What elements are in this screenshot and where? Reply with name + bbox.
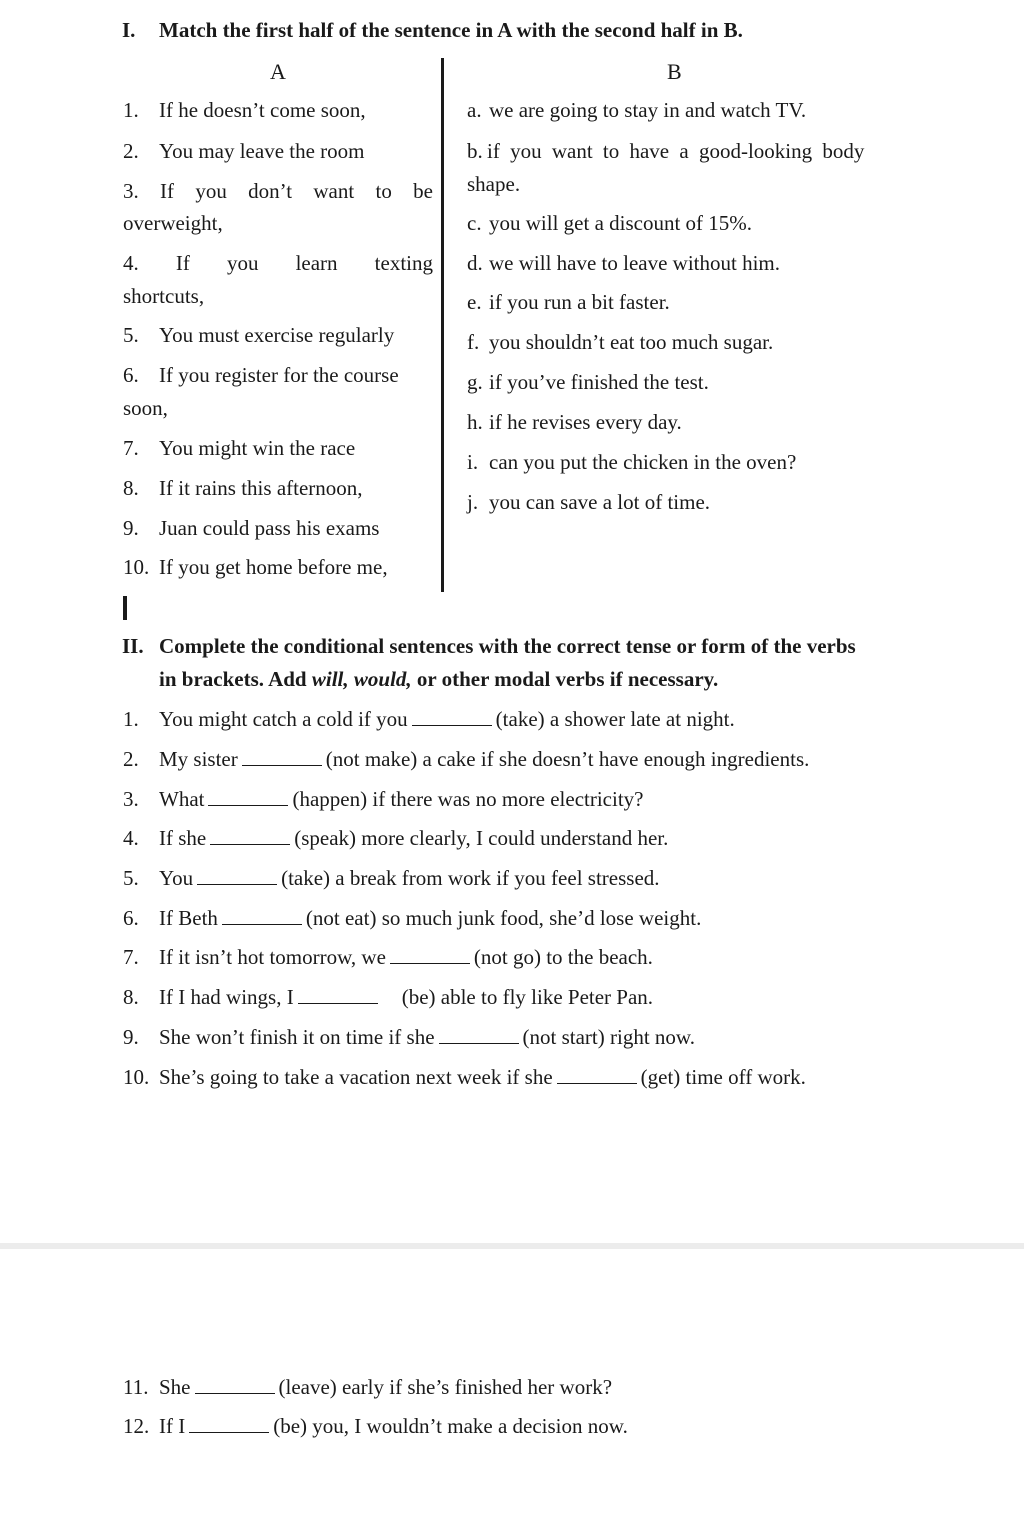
item-number: 5. [123, 323, 139, 347]
item-text: She [159, 1375, 191, 1399]
list-item [467, 490, 711, 515]
item-text: if you want to have a good-looking body [487, 139, 865, 163]
item-number: 11. [123, 1375, 149, 1399]
item-letter: e. [467, 290, 482, 314]
list-item [467, 139, 865, 164]
list-item [123, 363, 399, 388]
answer-blank[interactable] [439, 1025, 519, 1044]
section-2-heading [122, 634, 856, 659]
item-number: 10. [123, 555, 150, 579]
item-text: If you get home before me, [159, 555, 388, 579]
item-number: 9. [123, 1025, 139, 1049]
item-text: you shouldn’t eat too much sugar. [489, 330, 774, 354]
item-number: 4. [123, 826, 139, 850]
item-text: You must exercise regularly [159, 323, 395, 347]
item-text-continued: overweight, [123, 211, 223, 235]
item-text: (take) a break from work if you feel stressed. [281, 866, 660, 890]
item-text: If it isn’t hot tomorrow, we [159, 945, 386, 969]
item-text: If I had wings, I [159, 985, 294, 1009]
item-text: (get) time off work. [640, 1065, 806, 1089]
list-item [123, 323, 395, 348]
item-text: If you register for the course [159, 363, 399, 387]
item-text: if you’ve finished the test. [489, 370, 709, 394]
list-item [467, 370, 709, 395]
title-text: or other modal verbs if necessary. [411, 667, 719, 691]
item-text: we will have to leave without him. [489, 251, 781, 275]
item-number: 3. [123, 787, 139, 811]
page-break-divider [0, 1243, 1024, 1249]
exercise-item [123, 866, 660, 891]
exercise-item [123, 945, 653, 970]
exercise-item [123, 747, 810, 772]
item-text: What [159, 787, 205, 811]
section-2-roman: II. [122, 634, 144, 658]
answer-blank[interactable] [195, 1375, 275, 1394]
list-item [123, 139, 365, 164]
item-text: (be) you, I wouldn’t make a decision now. [273, 1414, 628, 1438]
item-word: texting [374, 251, 433, 275]
item-text: (take) a shower late at night. [495, 707, 735, 731]
item-letter: j. [467, 490, 479, 514]
exercise-item [123, 1375, 613, 1400]
list-item [123, 179, 433, 204]
item-word: If [160, 179, 175, 203]
list-item [467, 450, 797, 475]
list-item [123, 436, 356, 461]
list-item [467, 290, 670, 315]
answer-blank[interactable] [189, 1414, 269, 1433]
item-number: 1. [123, 98, 139, 122]
section-1-heading [122, 18, 743, 43]
item-text: (speak) more clearly, I could understand her. [294, 826, 669, 850]
item-word: be [413, 179, 433, 203]
list-item [123, 98, 366, 123]
item-number: 12. [123, 1414, 150, 1438]
answer-blank[interactable] [390, 945, 470, 964]
list-item [467, 330, 774, 355]
item-text: (happen) if there was no more electricity? [292, 787, 644, 811]
item-text: (not go) to the beach. [473, 945, 653, 969]
list-item [467, 410, 682, 435]
exercise-item [123, 1065, 806, 1090]
item-text: If I [159, 1414, 186, 1438]
item-text: if you run a bit faster. [489, 290, 670, 314]
item-text: If he doesn’t come soon, [159, 98, 366, 122]
item-letter: h. [467, 410, 483, 434]
item-text: (leave) early if she’s finished her work? [278, 1375, 613, 1399]
item-text: (not make) a cake if she doesn’t have enough ingredients. [325, 747, 810, 771]
item-number: 3. [123, 179, 139, 203]
item-text: If Beth [159, 906, 218, 930]
item-text-continued: shortcuts, [123, 284, 205, 308]
list-item [123, 476, 363, 501]
answer-blank[interactable] [298, 985, 378, 1004]
item-letter: i. [467, 450, 479, 474]
item-text: (not start) right now. [522, 1025, 695, 1049]
item-text: (not eat) so much junk food, she’d lose weight. [305, 906, 702, 930]
exercise-item [123, 1414, 628, 1439]
list-item [467, 251, 781, 276]
answer-blank[interactable] [412, 707, 492, 726]
item-number: 8. [123, 476, 139, 500]
exercise-item [123, 787, 644, 812]
answer-blank[interactable] [208, 787, 288, 806]
item-letter: c. [467, 211, 482, 235]
item-text: we are going to stay in and watch TV. [489, 98, 807, 122]
item-text: can you put the chicken in the oven? [489, 450, 797, 474]
item-text: if he revises every day. [489, 410, 682, 434]
item-word: want [313, 179, 355, 203]
item-number: 8. [123, 985, 139, 1009]
answer-blank[interactable] [242, 747, 322, 766]
section-2-title-line1: Complete the conditional sentences with the correct tense or form of the verbs [159, 634, 856, 658]
title-italic: will, would, [311, 667, 412, 691]
title-text: in brackets. Add [159, 667, 312, 691]
item-text-continued: soon, [123, 396, 168, 420]
item-number: 7. [123, 436, 139, 460]
item-text: you can save a lot of time. [489, 490, 711, 514]
item-word: learn [295, 251, 338, 275]
item-text: She’s going to take a vacation next week if she [159, 1065, 553, 1089]
list-item [467, 211, 753, 236]
item-number: 5. [123, 866, 139, 890]
text-cursor [123, 596, 127, 620]
item-number: 2. [123, 747, 139, 771]
item-text: You [159, 866, 194, 890]
item-number: 6. [123, 363, 139, 387]
item-word: you [195, 179, 227, 203]
list-item [123, 555, 388, 580]
exercise-item [123, 1025, 695, 1050]
item-letter: d. [467, 251, 483, 275]
list-item [123, 516, 380, 541]
list-item [123, 251, 433, 276]
item-number: 6. [123, 906, 139, 930]
item-text-continued: shape. [467, 172, 521, 196]
item-text: Juan could pass his exams [159, 516, 380, 540]
item-number: 4. [123, 251, 139, 275]
exercise-item [123, 707, 735, 732]
exercise-item [123, 906, 702, 931]
item-text: If it rains this afternoon, [159, 476, 363, 500]
item-text: (be) able to fly like Peter Pan. [401, 985, 654, 1009]
item-text: You might win the race [159, 436, 356, 460]
item-word: to [375, 179, 392, 203]
item-text: My sister [159, 747, 238, 771]
item-number: 7. [123, 945, 139, 969]
item-text: If she [159, 826, 207, 850]
exercise-item [123, 826, 669, 851]
answer-blank[interactable] [210, 826, 290, 845]
item-number: 10. [123, 1065, 150, 1089]
exercise-item [123, 985, 654, 1010]
item-letter: f. [467, 330, 480, 354]
item-number: 1. [123, 707, 139, 731]
column-b-heading: B [667, 59, 682, 84]
answer-blank[interactable] [197, 866, 277, 885]
item-word: If [175, 251, 190, 275]
item-text: She won’t finish it on time if she [159, 1025, 435, 1049]
item-word: you [226, 251, 259, 275]
item-text: You may leave the room [159, 139, 365, 163]
section-1-title: Match the first half of the sentence in A with the second half in B. [159, 18, 743, 42]
answer-blank[interactable] [557, 1065, 637, 1084]
item-text: you will get a discount of 15%. [489, 211, 753, 235]
column-a-heading: A [270, 59, 286, 84]
column-divider [441, 58, 444, 592]
item-letter: a. [467, 98, 482, 122]
list-item [467, 98, 807, 123]
item-letter: b. [467, 139, 483, 163]
item-number: 2. [123, 139, 139, 163]
section-1-roman: I. [122, 18, 136, 42]
section-2-title-line2 [159, 667, 718, 692]
answer-blank[interactable] [222, 906, 302, 925]
item-word: don’t [248, 179, 293, 203]
item-letter: g. [467, 370, 483, 394]
item-number: 9. [123, 516, 139, 540]
item-text: You might catch a cold if you [159, 707, 408, 731]
